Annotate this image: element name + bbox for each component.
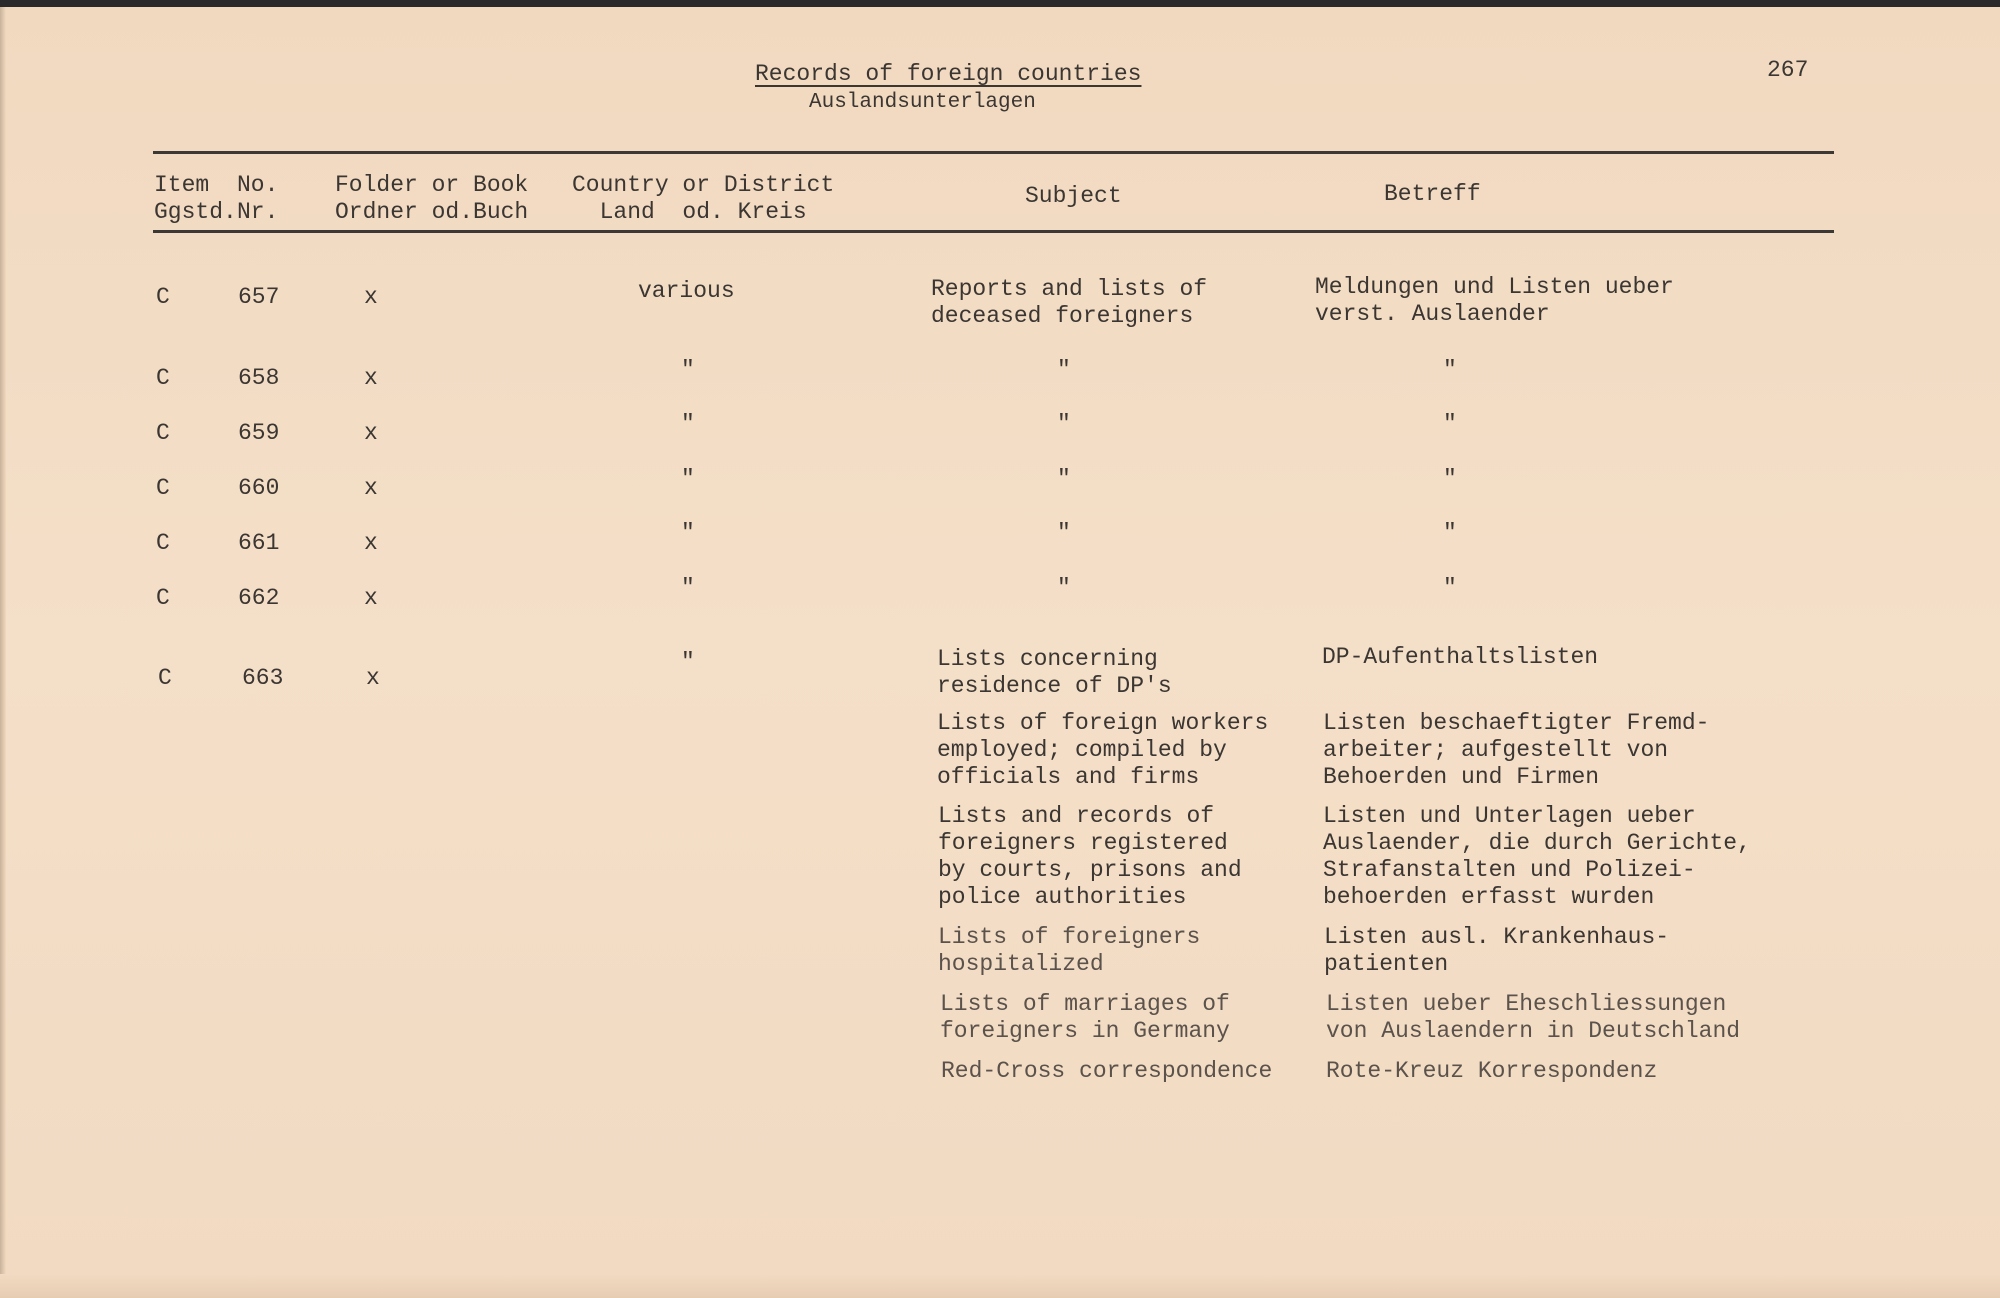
folder-cell: x [364, 475, 378, 501]
subject-line: officials and firms [937, 764, 1200, 790]
betreff-entry: DP-Aufenthaltslisten [1322, 644, 1599, 670]
subject-line: Lists of foreign workers [937, 710, 1269, 736]
subject-line: by courts, prisons and [938, 857, 1242, 883]
subject-line: Lists of marriages of [940, 991, 1230, 1017]
header-bottom-rule [153, 230, 1834, 233]
folder-cell: x [366, 665, 380, 691]
betreff-line: arbeiter; aufgestellt von [1323, 737, 1669, 763]
folder-cell: x [364, 284, 378, 310]
betreff-ditto: " [1443, 466, 1457, 492]
number-cell: 657 [238, 284, 280, 310]
country-cell: various [638, 278, 735, 304]
item-cell: C [158, 665, 172, 691]
number-cell: 661 [238, 530, 280, 556]
col-no-de: Nr. [237, 199, 279, 225]
col-header-folder [335, 172, 528, 226]
betreff-line: Auslaender, die durch Gerichte, [1323, 830, 1751, 856]
col-no-en: No. [237, 172, 279, 198]
col-country-en: Country or District [572, 172, 835, 198]
subject-line: Lists concerning [937, 646, 1158, 672]
betreff-line: Strafanstalten und Polizei- [1323, 857, 1696, 883]
betreff-line: behoerden erfasst wurden [1323, 884, 1655, 910]
number-cell: 658 [238, 365, 280, 391]
country-ditto: " [681, 411, 695, 437]
page-subtitle: Auslandsunterlagen [809, 91, 1036, 114]
col-item-en: Item [154, 172, 210, 198]
betreff-cell [1315, 274, 1674, 328]
page-title: Records of foreign countries [755, 61, 1142, 87]
col-item-de: Ggstd. [154, 199, 237, 225]
betreff-line: Listen und Unterlagen ueber [1323, 803, 1696, 829]
folder-cell: x [364, 530, 378, 556]
page-left-edge [0, 7, 6, 1298]
subject-line: foreigners registered [938, 830, 1228, 856]
folder-cell: x [364, 365, 378, 391]
betreff-line: Listen beschaeftigter Fremd- [1323, 710, 1710, 736]
subject-line: hospitalized [938, 951, 1104, 977]
subject-line: Reports and lists of [931, 276, 1208, 302]
betreff-line: von Auslaendern in Deutschland [1326, 1018, 1741, 1044]
item-cell: C [156, 284, 170, 310]
item-cell: C [156, 585, 170, 611]
subject-line: Lists and records of [938, 803, 1215, 829]
subject-line: police authorities [938, 884, 1187, 910]
betreff-line: Meldungen und Listen ueber [1315, 274, 1674, 300]
subject-entry [937, 710, 1268, 791]
folder-cell: x [364, 585, 378, 611]
page-bottom-edge [0, 1274, 2000, 1298]
subject-ditto: " [1057, 520, 1071, 546]
subject-entry [940, 991, 1230, 1045]
country-ditto: " [681, 575, 695, 601]
subject-line: employed; compiled by [937, 737, 1227, 763]
country-ditto: " [681, 520, 695, 546]
col-header-country [572, 172, 834, 226]
subject-ditto: " [1057, 575, 1071, 601]
subject-entry [937, 646, 1172, 700]
page-number: 267 [1767, 57, 1809, 83]
subject-entry [938, 924, 1200, 978]
scan-top-border [0, 0, 2000, 7]
betreff-entry [1323, 803, 1751, 911]
col-header-item [154, 172, 237, 226]
subject-cell [931, 276, 1207, 330]
item-cell: C [156, 475, 170, 501]
col-folder-de: Ordner od.Buch [335, 199, 529, 225]
subject-line: Lists of foreigners [938, 924, 1201, 950]
betreff-line: Behoerden und Firmen [1323, 764, 1600, 790]
country-ditto: " [681, 357, 695, 383]
subject-ditto: " [1057, 357, 1071, 383]
betreff-entry: Rote-Kreuz Korrespondenz [1326, 1058, 1658, 1084]
number-cell: 659 [238, 420, 280, 446]
country-ditto: " [681, 649, 695, 675]
col-country-de: Land od. Kreis [599, 199, 807, 225]
betreff-entry [1323, 710, 1709, 791]
country-ditto: " [681, 466, 695, 492]
folder-cell: x [364, 420, 378, 446]
item-cell: C [156, 420, 170, 446]
item-cell: C [156, 530, 170, 556]
betreff-ditto: " [1443, 357, 1457, 383]
header-top-rule [153, 151, 1834, 154]
betreff-line: Listen ueber Eheschliessungen [1326, 991, 1727, 1017]
col-header-betreff: Betreff [1384, 181, 1481, 207]
betreff-ditto: " [1443, 411, 1457, 437]
subject-entry [938, 803, 1242, 911]
col-header-subject: Subject [1025, 183, 1122, 209]
col-folder-en: Folder or Book [335, 172, 529, 198]
subject-entry: Red-Cross correspondence [941, 1058, 1273, 1084]
number-cell: 660 [238, 475, 280, 501]
item-cell: C [156, 365, 170, 391]
betreff-entry [1324, 924, 1669, 978]
betreff-entry [1326, 991, 1740, 1045]
subject-line: deceased foreigners [931, 303, 1194, 329]
betreff-ditto: " [1443, 575, 1457, 601]
number-cell: 663 [242, 665, 284, 691]
number-cell: 662 [238, 585, 280, 611]
betreff-line: verst. Auslaender [1315, 301, 1550, 327]
betreff-line: patienten [1324, 951, 1449, 977]
subject-line: residence of DP's [937, 673, 1172, 699]
betreff-line: Listen ausl. Krankenhaus- [1324, 924, 1670, 950]
subject-ditto: " [1057, 466, 1071, 492]
subject-line: foreigners in Germany [940, 1018, 1230, 1044]
betreff-ditto: " [1443, 520, 1457, 546]
subject-ditto: " [1057, 411, 1071, 437]
col-header-no [237, 172, 278, 226]
